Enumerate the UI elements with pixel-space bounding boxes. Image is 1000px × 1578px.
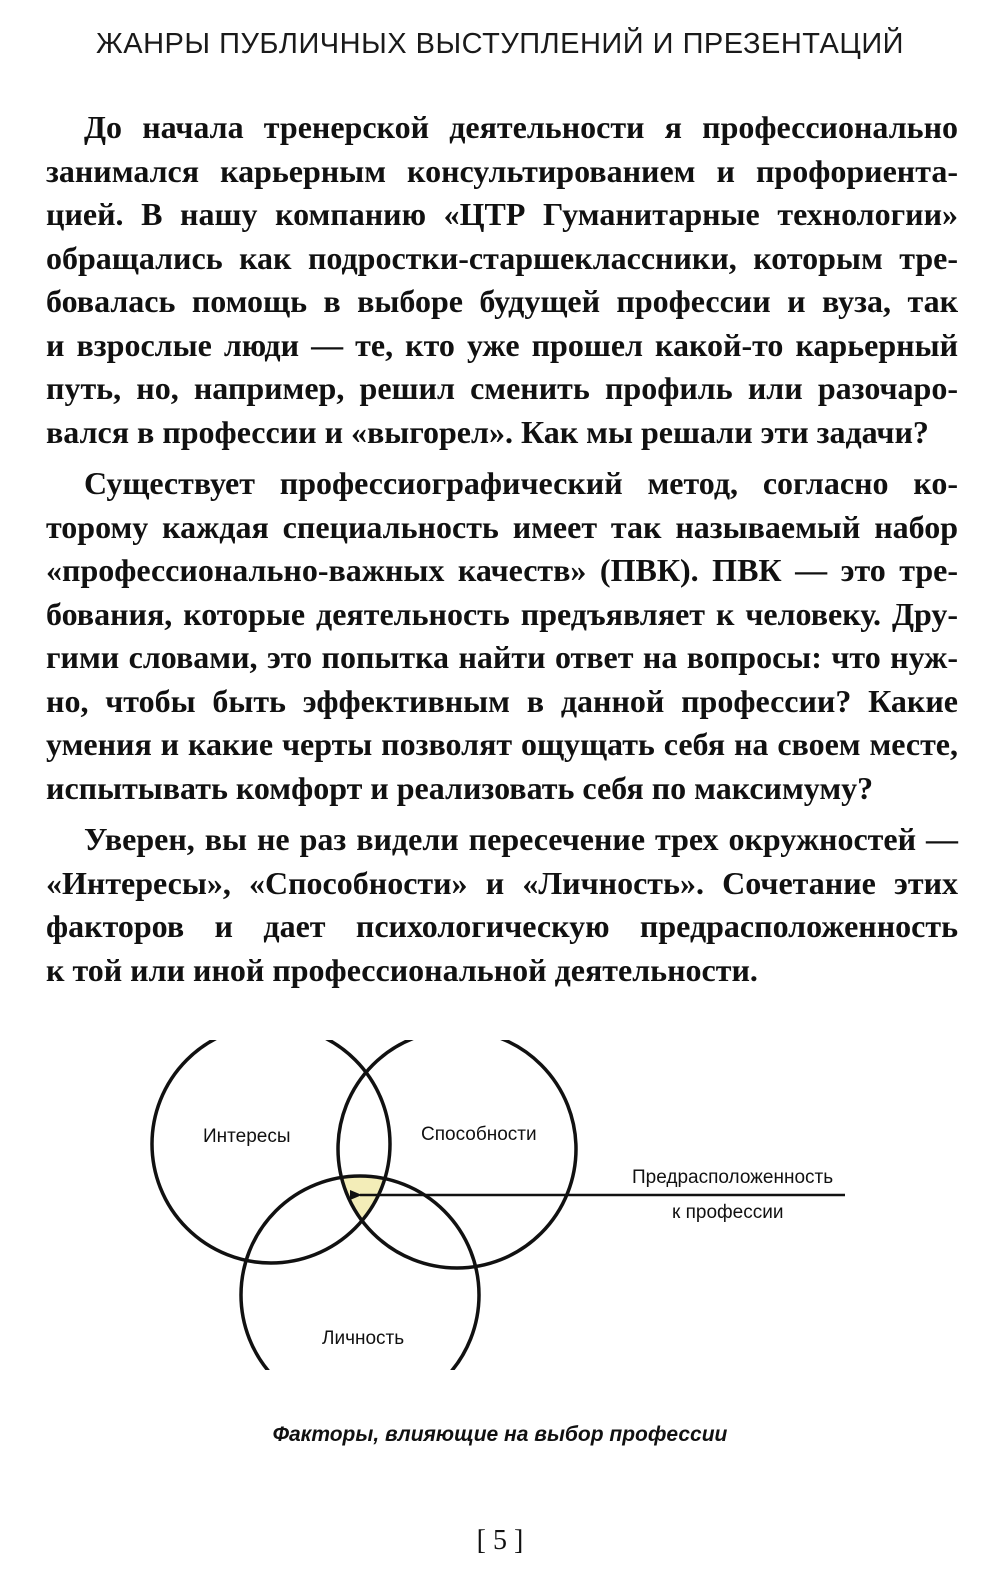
abilities-label: Способности	[421, 1124, 537, 1145]
text-line: испытывать комфорт и реализовать себя по максимуму?	[46, 769, 874, 806]
paragraph	[46, 106, 958, 454]
page-number: [ 5 ]	[476, 1525, 524, 1556]
text-line: к той или иной профессиональной деятельности.	[46, 951, 758, 988]
text-line: факторов и дает психологическую предрасположенность	[46, 908, 958, 944]
paragraph	[46, 462, 958, 810]
text-line: вался в профессии и «выгорел». Как мы решали эти задачи?	[46, 413, 929, 450]
text-line: «Интересы», «Способности» и «Личность». Сочетание этих	[46, 864, 958, 901]
abilities-circle	[338, 1040, 576, 1268]
figure-caption: Факторы, влияющие на выбор профессии	[272, 1423, 728, 1446]
paragraph	[46, 818, 958, 992]
text-line: Уверен, вы не раз видели пересечение трех окружностей —	[84, 821, 958, 857]
text-line: умения и какие черты позволят ощущать себя на своем месте,	[46, 726, 958, 762]
text-line: путь, но, например, решил сменить профиль или разочаро-	[46, 370, 958, 406]
text-line: бования, которые деятельность предъявляет к человеку. Дру-	[46, 595, 958, 632]
venn-diagram-figure	[0, 1040, 1000, 1370]
text-line: До начала тренерской деятельности я профессионально	[84, 109, 958, 145]
text-line: но, чтобы быть эффективным в данной профессии? Какие	[46, 682, 958, 719]
text-line: торому каждая специальность имеет так называемый набор	[46, 508, 958, 545]
text-line: Существует профессиографический метод, согласно ко-	[84, 465, 958, 501]
text-line: цией. В нашу компанию «ЦТР Гуманитарные технологии»	[46, 196, 958, 232]
body-text	[46, 106, 958, 1000]
running-header: ЖАНРЫ ПУБЛИЧНЫХ ВЫСТУПЛЕНИЙ И ПРЕЗЕНТАЦИЙ	[95, 28, 905, 60]
interests-circle	[152, 1040, 390, 1263]
venn-diagram	[0, 1040, 1000, 1370]
predisposition-label-line2: к профессии	[672, 1202, 784, 1223]
text-line: бовалась помощь в выборе будущей профессии и вуза, так	[46, 283, 958, 319]
text-line: и взрослые люди — те, кто уже прошел какой-то карьерный	[46, 326, 958, 363]
text-line: занимался карьерным консультированием и профориента-	[46, 152, 958, 189]
personality-label: Личность	[322, 1328, 405, 1349]
predisposition-label: Предрасположенность	[632, 1167, 834, 1188]
text-line: гими словами, это попытка найти ответ на вопросы: что нуж-	[46, 639, 958, 675]
text-line: обращались как подростки-старшеклассники, которым тре-	[46, 239, 958, 276]
interests-label: Интересы	[203, 1126, 291, 1147]
text-line: «профессионально-важных качеств» (ПВК). ПВК — это тре-	[46, 552, 958, 588]
